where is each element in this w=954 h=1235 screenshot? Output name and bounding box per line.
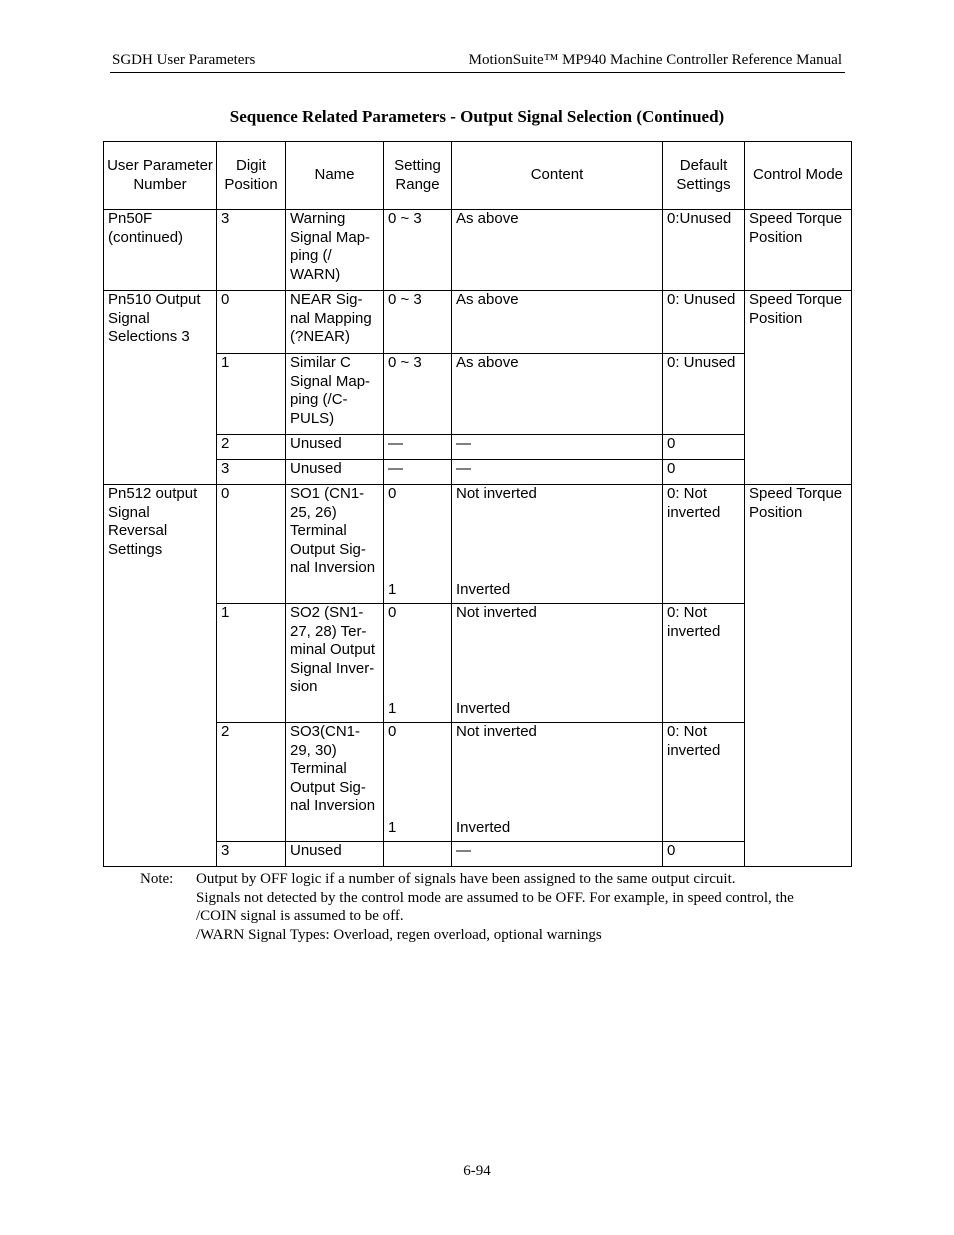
content-cell xyxy=(452,723,663,842)
range-value-bottom: 1 xyxy=(388,700,397,718)
table-row xyxy=(104,842,852,867)
note-label: Note: xyxy=(140,871,174,887)
table-row xyxy=(104,435,852,460)
table-header-row xyxy=(104,142,852,210)
content-value-top: Not inverted xyxy=(456,485,537,502)
content-cell: — xyxy=(452,435,663,460)
default-cell: 0: Not inverted xyxy=(663,485,745,604)
default-cell: 0 xyxy=(663,435,745,460)
digit-cell: 0 xyxy=(217,485,286,604)
range-cell xyxy=(384,604,452,723)
col-header-control-mode: Control Mode xyxy=(745,142,852,210)
page-number: 6-94 xyxy=(463,1163,491,1179)
table-row xyxy=(104,291,852,354)
name-cell: Unused xyxy=(286,435,384,460)
content-cell: As above xyxy=(452,210,663,291)
name-cell: SO2 (SN1-27, 28) Ter-minal Output Signal Inver-sion xyxy=(286,604,384,723)
table-row xyxy=(104,604,852,723)
param-number-cell: Pn510 Output Signal Selections 3 xyxy=(104,291,217,485)
default-cell: 0 xyxy=(663,842,745,867)
col-header-default-settings: Default Settings xyxy=(663,142,745,210)
name-cell: Unused xyxy=(286,842,384,867)
running-header-section: SGDH User Parameters xyxy=(112,52,256,68)
content-value-bottom: Inverted xyxy=(456,581,511,599)
table-row xyxy=(104,354,852,435)
range-cell: — xyxy=(384,435,452,460)
digit-cell: 2 xyxy=(217,723,286,842)
digit-cell: 1 xyxy=(217,354,286,435)
note-line: Signals not detected by the control mode are assumed to be OFF. For example, in speed control, the /COIN signal is assumed to be off. xyxy=(196,889,794,924)
range-value-top: 0 xyxy=(388,604,397,621)
range-cell: 0 ~ 3 xyxy=(384,354,452,435)
range-value-top: 0 xyxy=(388,723,397,740)
note-line: Output by OFF logic if a number of signals have been assigned to the same output circuit. xyxy=(196,871,736,887)
name-cell: SO3(CN1-29, 30) Terminal Output Sig-nal Inversion xyxy=(286,723,384,842)
name-cell: Warning Signal Map-ping (/ WARN) xyxy=(286,210,384,291)
content-value-bottom: Inverted xyxy=(456,700,511,718)
col-header-content: Content xyxy=(452,142,663,210)
default-cell: 0: Not inverted xyxy=(663,604,745,723)
default-cell: 0:Unused xyxy=(663,210,745,291)
note-body xyxy=(196,870,836,944)
content-cell: As above xyxy=(452,354,663,435)
name-cell: Unused xyxy=(286,460,384,485)
range-value-bottom: 1 xyxy=(388,581,397,599)
range-cell: 0 ~ 3 xyxy=(384,210,452,291)
range-value-bottom: 1 xyxy=(388,819,397,837)
content-cell xyxy=(452,485,663,604)
content-cell: — xyxy=(452,842,663,867)
table-title: Sequence Related Parameters - Output Signal Selection (Continued) xyxy=(229,107,725,126)
digit-cell: 0 xyxy=(217,291,286,354)
range-cell xyxy=(384,485,452,604)
name-cell: NEAR Sig-nal Mapping (?NEAR) xyxy=(286,291,384,354)
digit-cell: 1 xyxy=(217,604,286,723)
control-mode-cell: Speed Torque Position xyxy=(745,485,852,867)
control-mode-cell: Speed Torque Position xyxy=(745,210,852,291)
col-header-setting-range: Setting Range xyxy=(384,142,452,210)
content-value-bottom: Inverted xyxy=(456,819,511,837)
param-number-cell: Pn50F (continued) xyxy=(104,210,217,291)
range-cell: 0 ~ 3 xyxy=(384,291,452,354)
content-cell xyxy=(452,604,663,723)
content-cell: As above xyxy=(452,291,663,354)
content-value-top: Not inverted xyxy=(456,723,537,740)
digit-cell: 3 xyxy=(217,460,286,485)
col-header-param-number: User Parameter Number xyxy=(104,142,217,210)
table-row xyxy=(104,485,852,604)
range-cell xyxy=(384,723,452,842)
range-cell: — xyxy=(384,460,452,485)
col-header-name: Name xyxy=(286,142,384,210)
content-value-top: Not inverted xyxy=(456,604,537,621)
content-cell: — xyxy=(452,460,663,485)
table-row xyxy=(104,723,852,842)
header-rule xyxy=(110,72,845,73)
table-row xyxy=(104,460,852,485)
range-value-top: 0 xyxy=(388,485,397,502)
default-cell: 0: Unused xyxy=(663,354,745,435)
name-cell: SO1 (CN1-25, 26) Terminal Output Sig-nal Inversion xyxy=(286,485,384,604)
param-number-cell: Pn512 output Signal Reversal Settings xyxy=(104,485,217,867)
digit-cell: 3 xyxy=(217,842,286,867)
note-line: /WARN Signal Types: Overload, regen overload, optional warnings xyxy=(196,926,602,943)
digit-cell: 2 xyxy=(217,435,286,460)
range-cell xyxy=(384,842,452,867)
default-cell: 0 xyxy=(663,460,745,485)
control-mode-cell: Speed Torque Position xyxy=(745,291,852,485)
table-row xyxy=(104,210,852,291)
digit-cell: 3 xyxy=(217,210,286,291)
col-header-digit-position: Digit Position xyxy=(217,142,286,210)
parameter-table xyxy=(103,141,852,867)
default-cell: 0: Unused xyxy=(663,291,745,354)
default-cell: 0: Not inverted xyxy=(663,723,745,842)
name-cell: Similar C Signal Map-ping (/C-PULS) xyxy=(286,354,384,435)
running-header-manual-title: MotionSuite™ MP940 Machine Controller Reference Manual xyxy=(468,52,842,68)
